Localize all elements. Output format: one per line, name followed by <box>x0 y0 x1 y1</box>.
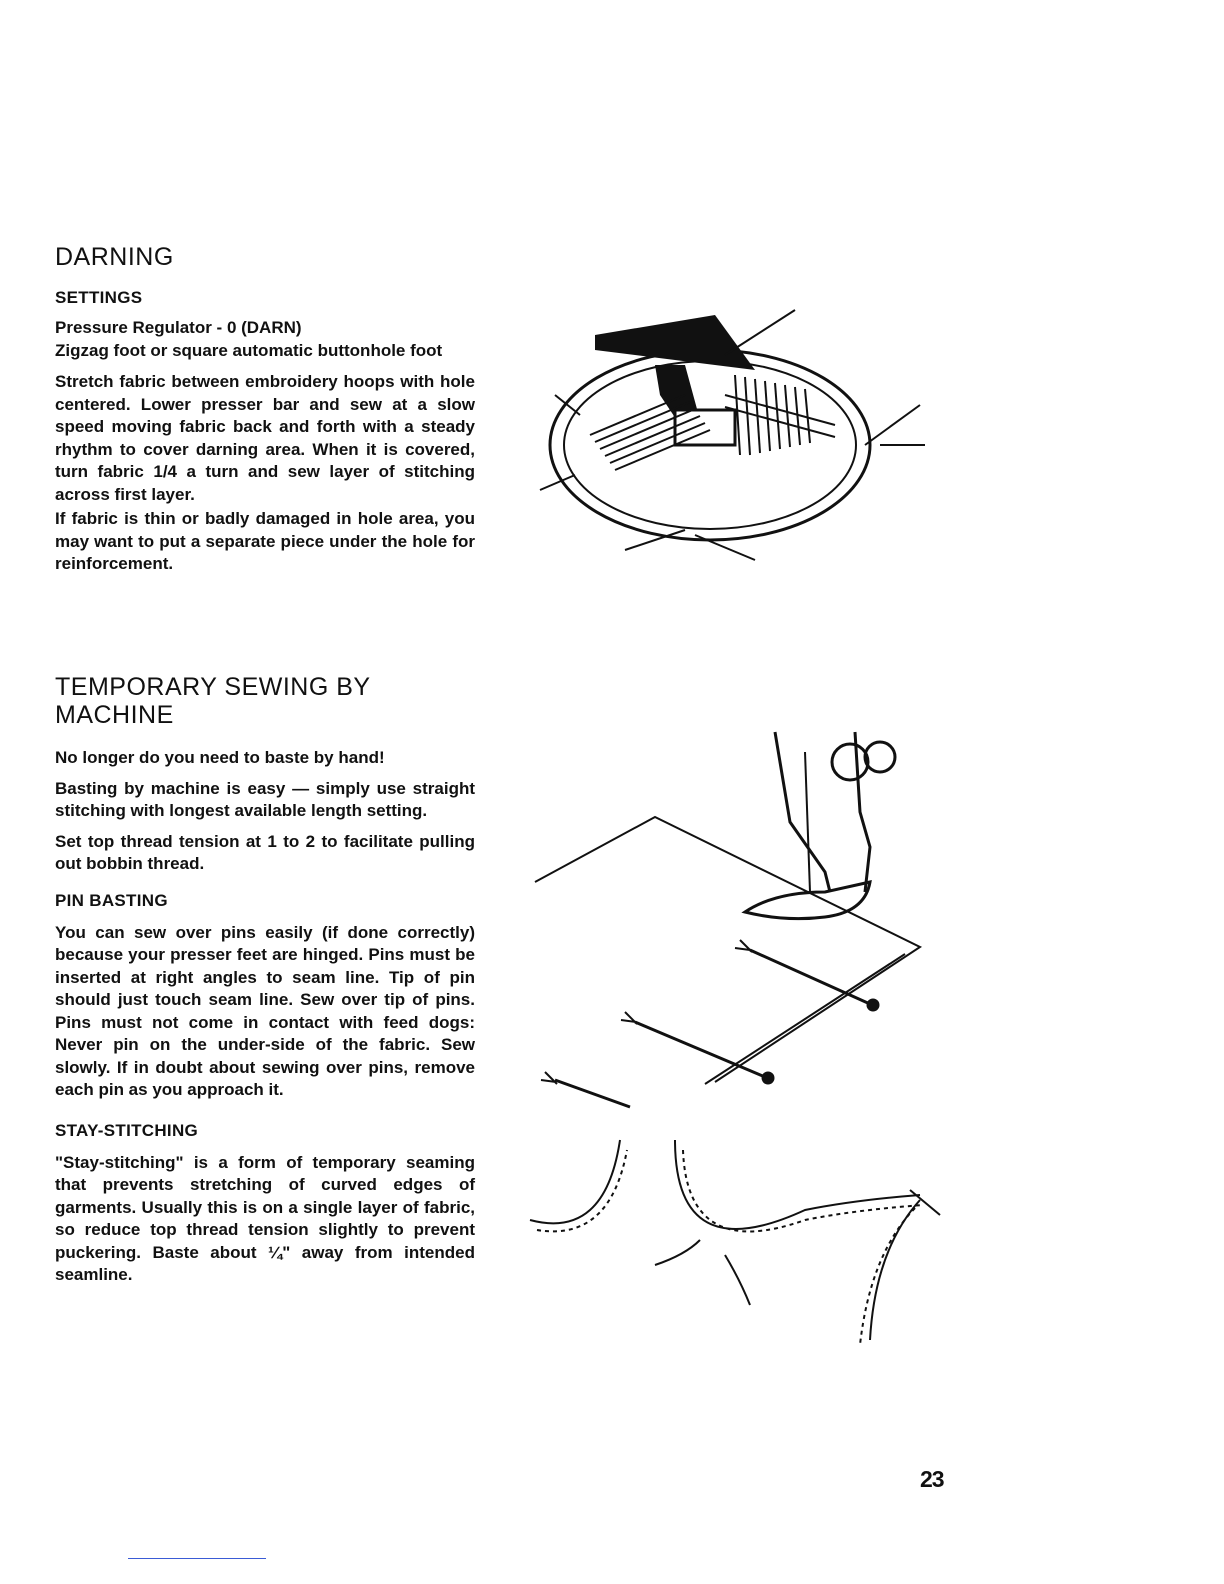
settings-foot: Zigzag foot or square automatic buttonhole foot <box>55 340 443 360</box>
stay-stitching-heading: STAY-STITCHING <box>55 1120 199 1140</box>
pin-basting-heading: PIN BASTING <box>55 890 168 910</box>
darning-reinforcement-note: If fabric is thin or badly damaged in hole area, you may want to put a separate piece under the hole for reinforcement. <box>55 509 475 573</box>
temporary-sewing-title-line1: TEMPORARY SEWING BY <box>55 673 371 701</box>
pin-basting-para: You can sew over pins easily (if done correctly) because your presser feet are hinged. Pins must be inserted at right angles to seam line. Tip of pin should just touch seam line. Sew over tip of pins. Pins must not come in contact with feed dogs: Never pin on the under-side of the fabric. Sew slowly. If in doubt about sewing over pins, remove each pin as you approach it. <box>55 922 475 1099</box>
stay-stitching-illustration <box>525 1130 945 1360</box>
thread-tension-para: Set top thread tension at 1 to 2 to facilitate pulling out bobbin thread. <box>55 831 475 873</box>
darning-hoop-illustration <box>535 295 935 565</box>
basting-intro: No longer do you need to baste by hand! <box>55 748 385 767</box>
page-number: 23 <box>920 1466 944 1492</box>
darning-title: DARNING <box>55 243 174 271</box>
darning-section <box>55 243 475 576</box>
footer-rule <box>128 1558 266 1559</box>
temporary-sewing-section <box>55 673 475 1287</box>
darning-instructions: Stretch fabric between embroidery hoops with hole centered. Lower presser bar and sew at a slow speed moving fabric back and forth with a steady rhythm to cover darning area. When it is covered, turn fabric 1/4 a turn and sew layer of stitching across first layer. <box>55 372 475 504</box>
temporary-sewing-title-line2: MACHINE <box>55 701 174 729</box>
basting-machine-para: Basting by machine is easy — simply use straight stitching with longest available length setting. <box>55 778 475 820</box>
settings-heading: SETTINGS <box>55 288 143 307</box>
stay-stitching-para: "Stay-stitching" is a form of temporary seaming that prevents stretching of curved edges of garments. Usually this is on a single layer of fabric, so reduce top thread tension slightly to prevent puckering. Baste about ¼" away from intended seamline. <box>55 1152 475 1284</box>
pin-basting-illustration <box>525 722 935 1122</box>
settings-pressure: Pressure Regulator - 0 (DARN) <box>55 318 302 337</box>
